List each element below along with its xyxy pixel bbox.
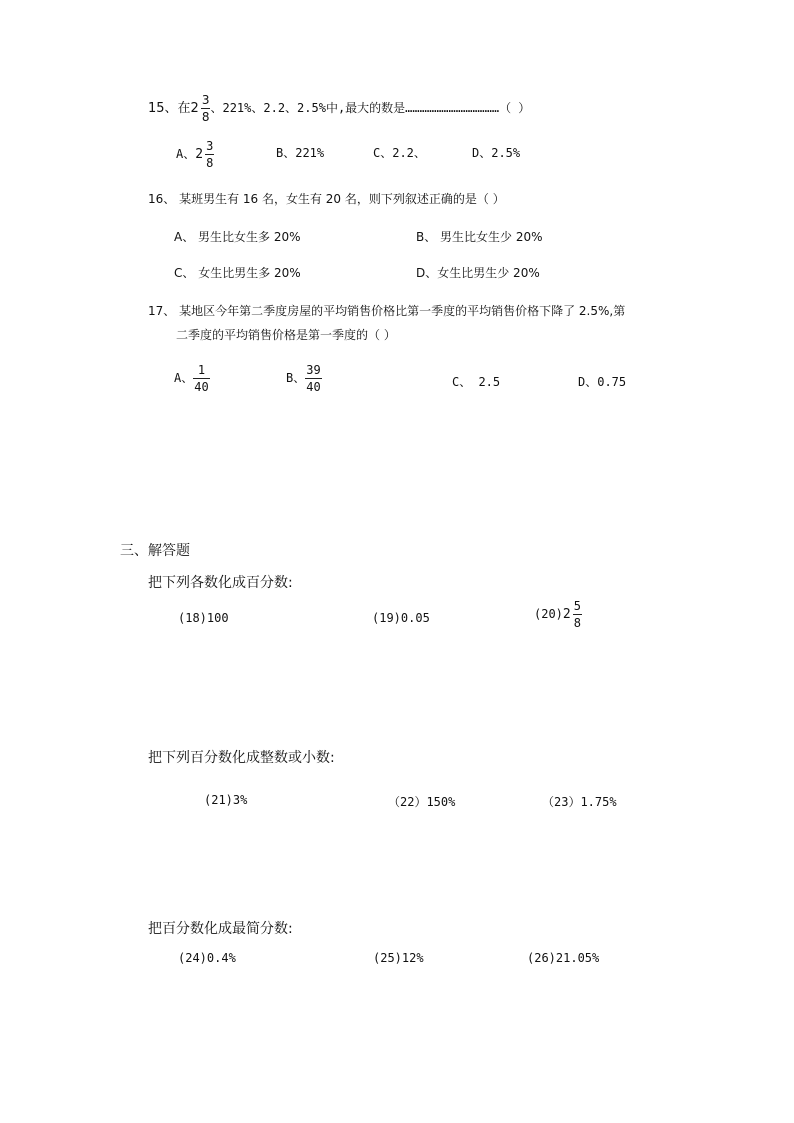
item-23: （23）1.75% (542, 795, 617, 809)
item-21: (21)3% (204, 793, 248, 807)
q17-option-c: C、 2.5 (452, 375, 501, 389)
q17-option-a: A、 $\frac{1}{40}$ (174, 363, 209, 394)
section-title: 三、解答题 (120, 543, 190, 559)
q16-option-b: B、 男生比女生少 20% (416, 230, 543, 244)
item-19: (19)0.05 (372, 611, 430, 625)
q15-prefix: 15、在 (148, 101, 191, 116)
q15-rest: 、221%、2.2、2.5%中,最大的数是…………………………………（ ） (210, 101, 531, 115)
q15-option-d: D、2.5% (472, 146, 521, 160)
q16-option-c: C、 女生比男生多 20% (174, 266, 301, 280)
part2-instruction: 把下列百分数化成整数或小数: (148, 750, 335, 766)
q15-option-b: B、221% (276, 146, 325, 160)
part1-instruction: 把下列各数化成百分数: (148, 575, 293, 591)
question-17-line2: 二季度的平均销售价格是第一季度的（ ） (176, 328, 396, 342)
item-20: (20) 2 $\frac{5}{8}$ (534, 599, 581, 630)
q17-option-b: B、 $\frac{39}{40}$ (286, 363, 321, 394)
item-18: (18)100 (178, 611, 229, 625)
question-16: 16、 某班男生有 16 名，女生有 20 名，则下列叙述正确的是（ ） (148, 192, 505, 206)
item-22: （22）150% (388, 795, 456, 809)
part3-instruction: 把百分数化成最简分数: (148, 921, 293, 937)
q15-option-a: A、 2 $\frac{3}{8}$ (176, 139, 214, 170)
question-15 (148, 94, 530, 123)
item-26: (26)21.05% (527, 951, 600, 965)
q17-option-d: D、0.75 (578, 375, 627, 389)
q15-mixed-fraction: 2 $\frac{3}{8}$ (190, 93, 210, 124)
q15-option-c: C、2.2、 (373, 146, 426, 160)
item-25: (25)12% (373, 951, 424, 965)
q16-option-a: A、 男生比女生多 20% (174, 230, 301, 244)
question-17-line1: 17、 某地区今年第二季度房屋的平均销售价格比第一季度的平均销售价格下降了 2.5%,第 (148, 304, 626, 318)
q16-option-d: D、女生比男生少 20% (416, 266, 540, 280)
item-24: (24)0.4% (178, 951, 236, 965)
